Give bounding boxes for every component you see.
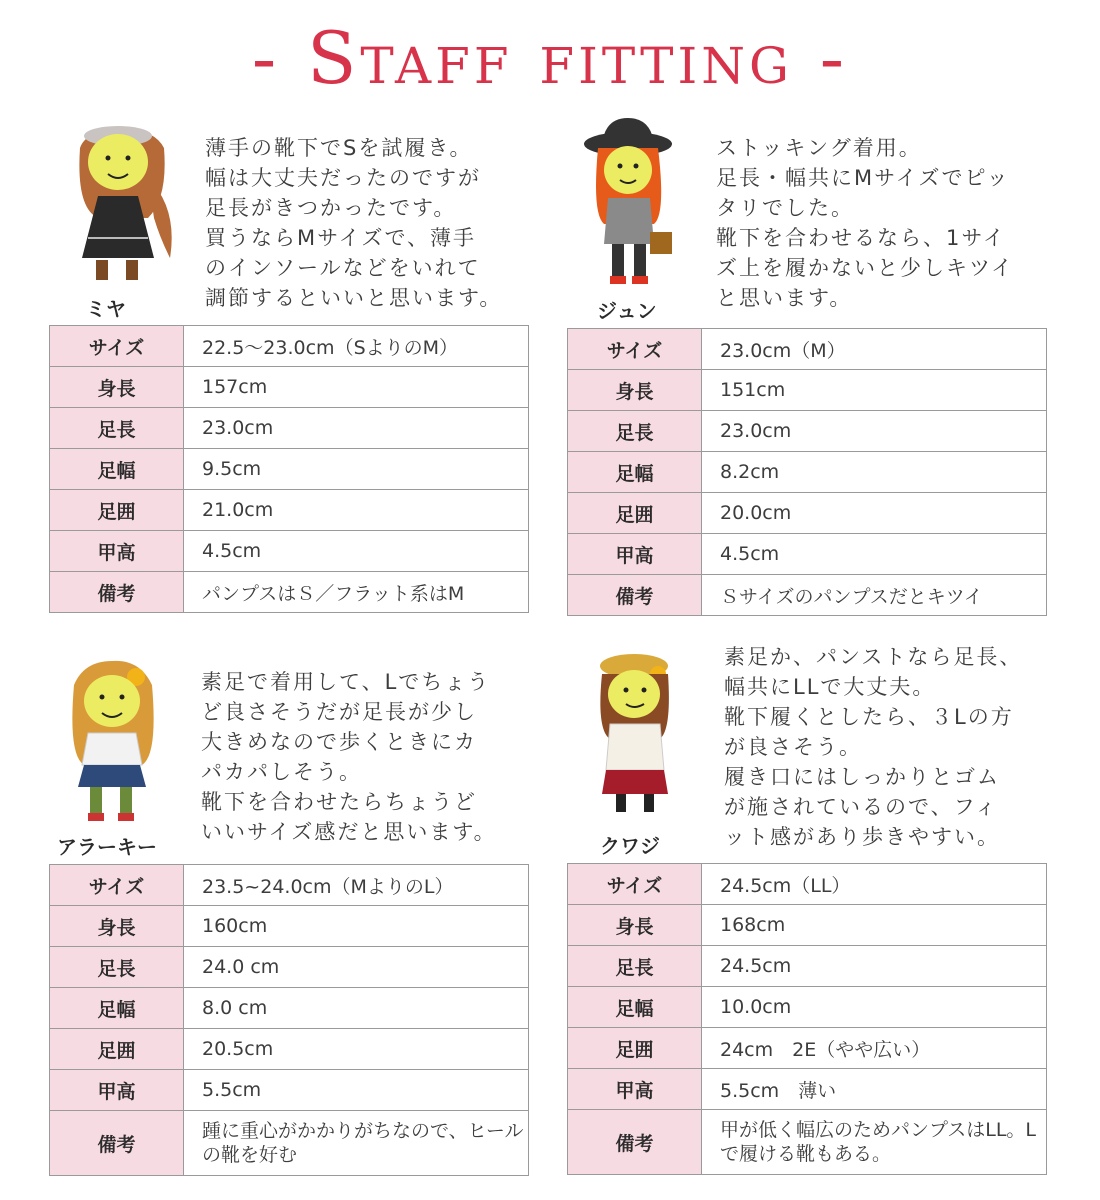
table-row <box>50 408 529 449</box>
comment-line: パカパしそう。 <box>201 760 362 784</box>
row-label: 甲高 <box>50 531 184 572</box>
table-row <box>50 1029 529 1070</box>
staff-avatar-araki <box>60 655 170 830</box>
row-value: 10.0cm <box>702 987 1047 1028</box>
row-value: 甲が低く幅広のためパンプスはLL。Lで履ける靴もある。 <box>702 1110 1047 1175</box>
row-value: 9.5cm <box>184 449 529 490</box>
table-row <box>50 1111 529 1176</box>
comment-line: 履き口にはしっかりとゴム <box>724 765 1000 789</box>
row-label: 備考 <box>50 1111 184 1176</box>
row-label: サイズ <box>50 865 184 906</box>
row-value: 151cm <box>702 370 1047 411</box>
row-label: 足幅 <box>568 987 702 1028</box>
staff-name: ジュン <box>597 299 657 323</box>
row-value: 5.5cm <box>184 1070 529 1111</box>
staff-name: クワジ <box>600 834 660 858</box>
table-row <box>568 493 1047 534</box>
comment-line: 足長・幅共にMサイズでピッ <box>716 166 1010 190</box>
row-value: 20.5cm <box>184 1029 529 1070</box>
row-value: 4.5cm <box>184 531 529 572</box>
staff-comment <box>205 133 502 313</box>
row-label: 足長 <box>50 947 184 988</box>
table-row <box>568 1028 1047 1069</box>
comment-line: 買うならMサイズで、薄手 <box>205 226 477 250</box>
row-label: 備考 <box>568 1110 702 1175</box>
comment-line: 幅共にLLで大丈夫。 <box>724 675 936 699</box>
comment-line: のインソールなどをいれて <box>205 256 481 280</box>
row-value: 8.0 cm <box>184 988 529 1029</box>
table-row <box>568 1069 1047 1110</box>
comment-line: 薄手の靴下でSを試履き。 <box>205 136 473 160</box>
row-value: 23.0cm（M） <box>702 329 1047 370</box>
row-label: 足囲 <box>568 493 702 534</box>
staff-comment <box>724 642 1022 852</box>
row-value: 8.2cm <box>702 452 1047 493</box>
staff-comment <box>716 133 1014 313</box>
staff-avatar-kuwaji <box>582 644 692 824</box>
row-label: 足幅 <box>50 449 184 490</box>
comment-line: 大きめなので歩くときにカ <box>201 730 477 754</box>
row-label: 足囲 <box>568 1028 702 1069</box>
comment-line: 靴下を合わせたらちょうど <box>201 790 477 814</box>
row-label: 足長 <box>568 946 702 987</box>
comment-line: が施されているので、フィ <box>724 795 998 819</box>
table-row <box>568 534 1047 575</box>
row-label: 身長 <box>50 906 184 947</box>
row-label: 足長 <box>50 408 184 449</box>
comment-line: ストッキング着用。 <box>716 136 922 160</box>
table-row <box>568 864 1047 905</box>
table-row <box>50 326 529 367</box>
table-row <box>568 370 1047 411</box>
row-label: 足囲 <box>50 490 184 531</box>
comment-line: 幅は大丈夫だったのですが <box>205 166 481 190</box>
row-value: 20.0cm <box>702 493 1047 534</box>
row-label: 備考 <box>50 572 184 613</box>
row-label: 身長 <box>50 367 184 408</box>
staff-comment <box>201 667 497 847</box>
staff-avatar-miya <box>58 118 178 288</box>
row-label: 甲高 <box>568 534 702 575</box>
comment-line: と思います。 <box>716 286 853 310</box>
row-value: パンプスはＳ／フラット系はM <box>184 572 529 613</box>
comment-line: 素足か、パンストなら足長、 <box>724 645 1023 669</box>
page-title: - Staff fitting - <box>251 16 849 100</box>
row-value: 21.0cm <box>184 490 529 531</box>
row-label: 足長 <box>568 411 702 452</box>
table-row <box>50 988 529 1029</box>
row-value: 24.0 cm <box>184 947 529 988</box>
table-row <box>568 411 1047 452</box>
fitting-table <box>49 864 529 1176</box>
row-value: 5.5cm 薄い <box>702 1069 1047 1110</box>
row-value: 24cm 2E（やや広い） <box>702 1028 1047 1069</box>
row-label: 備考 <box>568 575 702 616</box>
table-row <box>50 947 529 988</box>
row-label: 足囲 <box>50 1029 184 1070</box>
comment-line: ど良さそうだが足長が少し <box>201 700 477 724</box>
table-row <box>568 329 1047 370</box>
comment-line: が良さそう。 <box>724 735 862 759</box>
staff-avatar-jun <box>578 114 688 294</box>
table-row <box>568 1110 1047 1175</box>
table-row <box>568 575 1047 616</box>
comment-line: ット感があり歩きやすい。 <box>724 825 1000 849</box>
row-value: 23.0cm <box>702 411 1047 452</box>
row-value: 157cm <box>184 367 529 408</box>
staff-name: アラーキー <box>57 835 157 859</box>
row-value: 22.5～23.0cm（SよりのM） <box>184 326 529 367</box>
row-value: Ｓサイズのパンプスだとキツイ <box>702 575 1047 616</box>
table-row <box>50 449 529 490</box>
row-label: 身長 <box>568 370 702 411</box>
fitting-table <box>567 863 1047 1175</box>
comment-line: 靴下履くとしたら、３Lの方 <box>724 705 1014 729</box>
row-label: サイズ <box>568 329 702 370</box>
comment-line: 調節するといいと思います。 <box>205 286 503 310</box>
row-label: 甲高 <box>568 1069 702 1110</box>
table-row <box>50 531 529 572</box>
comment-line: ズ上を履かないと少しキツイ <box>716 256 1014 280</box>
row-value: 23.0cm <box>184 408 529 449</box>
row-value: 24.5cm（LL） <box>702 864 1047 905</box>
comment-line: 靴下を合わせるなら、1サイ <box>716 226 1006 250</box>
table-row <box>50 572 529 613</box>
row-label: 足幅 <box>568 452 702 493</box>
row-value: 4.5cm <box>702 534 1047 575</box>
comment-line: いいサイズ感だと思います。 <box>201 820 497 844</box>
row-value: 168cm <box>702 905 1047 946</box>
table-row <box>568 987 1047 1028</box>
table-row <box>568 905 1047 946</box>
staff-name: ミヤ <box>86 297 126 321</box>
row-value: 160cm <box>184 906 529 947</box>
row-value: 23.5~24.0cm（MよりのL） <box>184 865 529 906</box>
comment-line: タリでした。 <box>716 196 854 220</box>
table-row <box>568 452 1047 493</box>
table-row <box>568 946 1047 987</box>
row-label: 身長 <box>568 905 702 946</box>
fitting-table <box>49 325 529 613</box>
table-row <box>50 367 529 408</box>
row-label: 甲高 <box>50 1070 184 1111</box>
row-label: 足幅 <box>50 988 184 1029</box>
table-row <box>50 906 529 947</box>
table-row <box>50 490 529 531</box>
comment-line: 素足で着用して、Lでちょう <box>201 670 491 694</box>
table-row <box>50 865 529 906</box>
row-value: 踵に重心がかかりがちなので、ヒールの靴を好む <box>184 1111 529 1176</box>
fitting-table <box>567 328 1047 616</box>
table-row <box>50 1070 529 1111</box>
comment-line: 足長がきつかったです。 <box>205 196 457 220</box>
row-value: 24.5cm <box>702 946 1047 987</box>
row-label: サイズ <box>568 864 702 905</box>
row-label: サイズ <box>50 326 184 367</box>
